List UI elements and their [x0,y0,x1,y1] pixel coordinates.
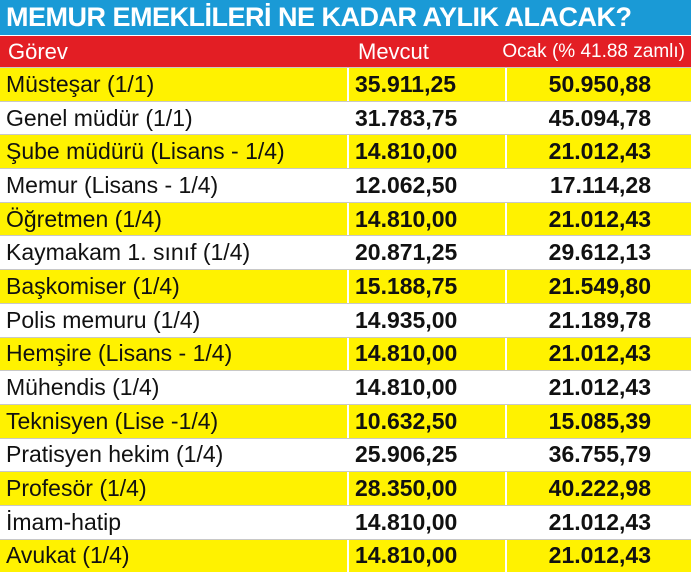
position-cell: Memur (Lisans - 1/4) [6,171,219,198]
january-salary-cell: 50.950,88 [505,68,691,101]
current-salary-cell: 14.810,00 [347,540,505,573]
current-salary-cell: 35.911,25 [347,68,505,101]
january-salary-cell: 21.012,43 [505,203,691,236]
table-row [0,539,691,573]
current-salary-cell: 14.810,00 [347,203,505,236]
current-salary-cell: 25.906,25 [347,439,505,472]
position-cell: Hemşire (Lisans - 1/4) [6,340,233,367]
current-salary-cell: 14.810,00 [347,371,505,404]
position-cell: İmam-hatip [6,508,122,535]
table-row [0,438,691,472]
header-current: Mevcut [358,38,429,64]
table-row [0,202,691,236]
position-cell: Genel müdür (1/1) [6,104,193,131]
table-row [0,404,691,438]
current-salary-cell: 14.810,00 [347,506,505,539]
january-salary-cell: 21.012,43 [505,371,691,404]
table-row [0,101,691,135]
january-salary-cell: 40.222,98 [505,472,691,505]
january-salary-cell: 29.612,13 [505,236,691,269]
january-salary-cell: 21.549,80 [505,270,691,303]
current-salary-cell: 14.810,00 [347,135,505,168]
current-salary-cell: 14.810,00 [347,338,505,371]
position-cell: Profesör (1/4) [6,475,147,502]
january-salary-cell: 21.012,43 [505,540,691,573]
table-row [0,168,691,202]
position-cell: Kaymakam 1. sınıf (1/4) [6,239,251,266]
table-title: MEMUR EMEKLİLERİ NE KADAR AYLIK ALACAK? [0,0,691,35]
current-salary-cell: 14.935,00 [347,304,505,337]
header-position: Görev [8,38,68,64]
table-row [0,67,691,101]
january-salary-cell: 17.114,28 [505,169,691,202]
january-salary-cell: 36.755,79 [505,439,691,472]
current-salary-cell: 28.350,00 [347,472,505,505]
table-header [0,35,691,67]
january-salary-cell: 15.085,39 [505,405,691,438]
january-salary-cell: 21.012,43 [505,506,691,539]
january-salary-cell: 21.189,78 [505,304,691,337]
table-row [0,303,691,337]
position-cell: Müsteşar (1/1) [6,70,155,97]
table-row [0,235,691,269]
january-salary-cell: 21.012,43 [505,338,691,371]
position-cell: Başkomiser (1/4) [6,272,180,299]
current-salary-cell: 31.783,75 [347,102,505,135]
table-body [0,67,691,572]
table-row [0,337,691,371]
table-row [0,370,691,404]
table-row [0,505,691,539]
position-cell: Şube müdürü (Lisans - 1/4) [6,138,285,165]
position-cell: Mühendis (1/4) [6,374,160,401]
position-cell: Teknisyen (Lise -1/4) [6,407,219,434]
position-cell: Pratisyen hekim (1/4) [6,441,224,468]
current-salary-cell: 12.062,50 [347,169,505,202]
position-cell: Avukat (1/4) [6,542,130,569]
january-salary-cell: 45.094,78 [505,102,691,135]
position-cell: Polis memuru (1/4) [6,306,201,333]
current-salary-cell: 20.871,25 [347,236,505,269]
january-salary-cell: 21.012,43 [505,135,691,168]
header-january: Ocak (% 41.88 zamlı) [502,40,685,62]
current-salary-cell: 10.632,50 [347,405,505,438]
table-row [0,134,691,168]
table-row [0,269,691,303]
position-cell: Öğretmen (1/4) [6,205,162,232]
table-row [0,471,691,505]
current-salary-cell: 15.188,75 [347,270,505,303]
